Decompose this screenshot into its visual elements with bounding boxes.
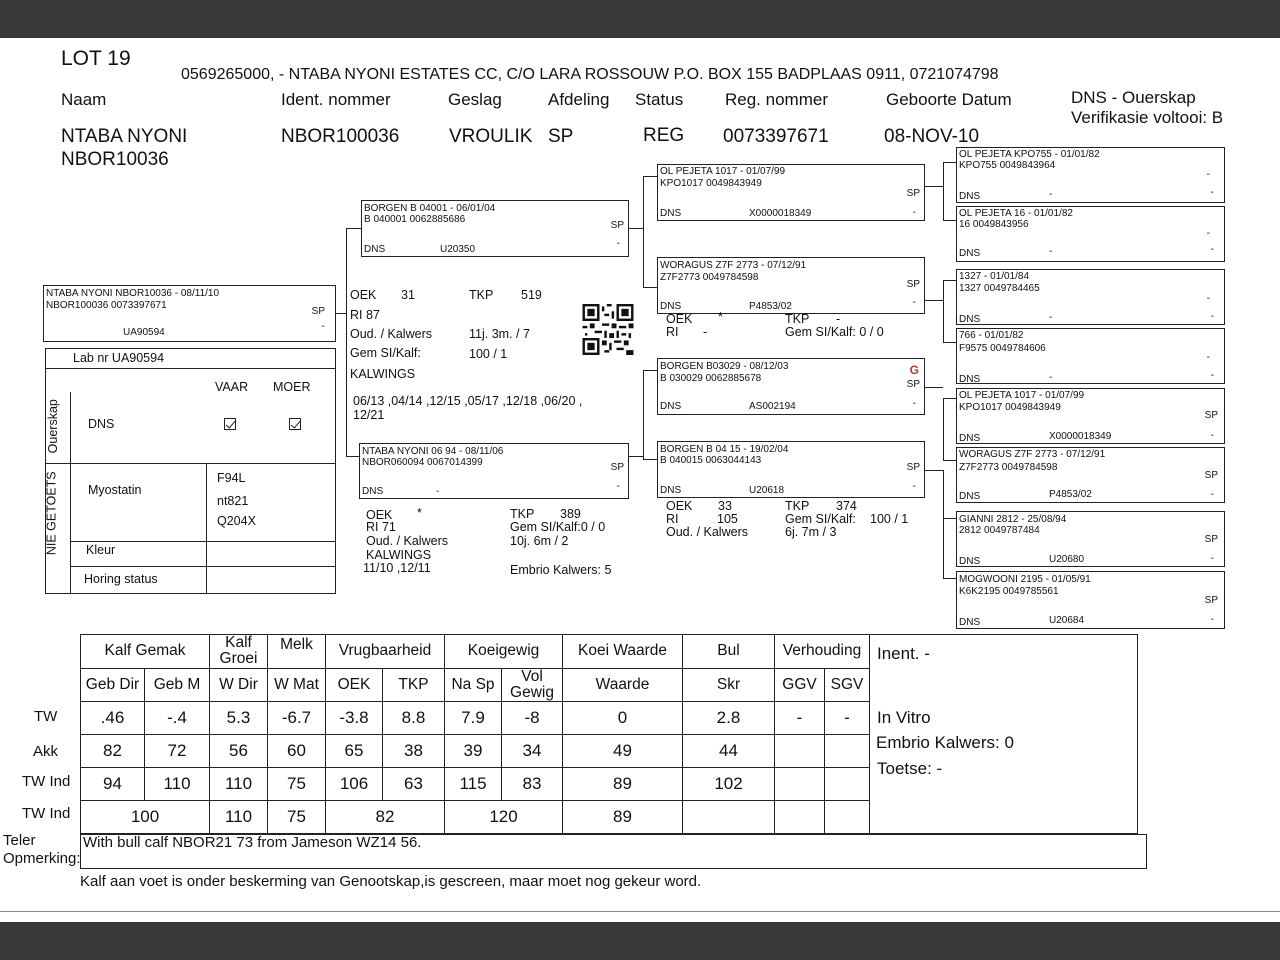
box-ids: K6K2195 0049785561 — [959, 586, 1059, 597]
box-dash: - — [1210, 553, 1214, 564]
table-cell — [825, 801, 870, 834]
sub-vol-1: Vol — [521, 667, 543, 685]
group-vrugbaarheid: Vrugbaarheid — [326, 635, 445, 669]
table-cell — [775, 768, 825, 801]
table-cell: 72 — [145, 735, 210, 768]
damdam-oek-label: OEK — [366, 508, 393, 522]
box-title: OL PEJETA 1017 - 01/07/99 — [660, 166, 786, 177]
box-title: BORGEN B03029 - 08/12/03 — [660, 361, 789, 372]
gp2-gem-value: 100 / 1 — [870, 512, 909, 526]
animal-box-ids: NBOR100036 0073397671 — [46, 300, 167, 311]
table-cell: 34 — [502, 735, 563, 768]
gp1-oek-value: * — [718, 310, 723, 324]
row-label-tw-ind-2: TW Ind — [22, 805, 71, 822]
group-koeigewig: Koeigewig — [445, 635, 563, 669]
box-code: U20680 — [1049, 554, 1085, 565]
group-header-row — [81, 635, 1138, 669]
box-ids: B 030029 0062885678 — [660, 373, 762, 384]
dam-tkp-label: TKP — [469, 288, 494, 302]
teler-label: Teler — [3, 832, 36, 849]
table-cell: -8 — [502, 702, 563, 735]
table-cell: 60 — [268, 735, 326, 768]
box-dns: DNS — [660, 208, 682, 219]
connector — [643, 370, 644, 459]
value-naam: NTABA NYONI — [61, 126, 188, 147]
box-dns: DNS — [959, 617, 981, 628]
opmerking-label: Opmerking: — [3, 850, 81, 867]
lab-f94l: F94L — [217, 471, 246, 485]
connector — [943, 280, 944, 342]
ggp-box — [956, 511, 1225, 567]
ggp-box — [956, 206, 1225, 262]
group-verhouding: Verhouding — [775, 635, 870, 669]
group-melk: Melk — [268, 635, 326, 669]
table-cell: - — [775, 702, 825, 735]
table-cell: 115 — [445, 768, 502, 801]
dam-box-ids: NBOR060094 0067014399 — [362, 457, 483, 468]
dam-calving-dates: 06/13 ,04/14 ,12/15 ,05/17 ,12/18 ,06/20 , — [353, 394, 583, 408]
table-cell: 2.8 — [683, 702, 775, 735]
table-cell: 63 — [383, 768, 445, 801]
connector — [943, 220, 956, 221]
label-geboorte: Geboorte Datum — [886, 90, 1012, 109]
table-cell: 56 — [210, 735, 268, 768]
sub-waarde: Waarde — [563, 668, 683, 702]
lab-nr: Lab nr UA90594 — [73, 351, 165, 365]
dam-box — [359, 443, 629, 499]
connector — [925, 300, 943, 301]
gp2-oud-value: 6j. 7m / 3 — [785, 525, 837, 539]
gp1-oek-label: OEK — [666, 312, 693, 326]
box-dash: - — [912, 297, 916, 308]
table-cell: 89 — [563, 768, 683, 801]
sub-w-mat: W Mat — [268, 668, 326, 702]
box-title: WORAGUS Z7F 2773 - 07/12/91 — [959, 449, 1106, 460]
dam-box-sp: SP — [610, 462, 624, 473]
table-cell: 100 — [81, 801, 210, 834]
table-cell — [825, 768, 870, 801]
box-sp: SP — [906, 379, 920, 390]
lab-divider — [206, 463, 207, 594]
label-afdeling: Afdeling — [548, 90, 610, 109]
box-title: 1327 - 01/01/84 — [959, 271, 1030, 282]
box-code: U20684 — [1049, 615, 1085, 626]
box-title: MOGWOONI 2195 - 01/05/91 — [959, 574, 1091, 585]
table-cell: 82 — [81, 735, 145, 768]
sub-tkp: TKP — [383, 668, 445, 702]
label-verifikasie: Verifikasie voltooi: B — [1071, 108, 1224, 127]
sire-box-code: U20350 — [440, 244, 476, 255]
table-cell: 110 — [210, 801, 268, 834]
gp2-tkp-label: TKP — [785, 499, 810, 513]
connector — [643, 370, 657, 371]
table-cell: 83 — [502, 768, 563, 801]
box-dns: DNS — [660, 485, 682, 496]
connector — [643, 287, 657, 288]
dam-tkp-value: 519 — [521, 288, 542, 302]
box-ids: F9575 0049784606 — [959, 343, 1046, 354]
box-ids: KPO1017 0049843949 — [660, 178, 762, 189]
footer-note: Kalf aan voet is onder beskerming van Genootskap,is gescreen, maar moet nog gekeur word. — [80, 873, 702, 890]
connector — [943, 162, 956, 163]
gp2-gem-label: Gem SI/Kalf: — [785, 512, 856, 526]
lab-divider — [45, 368, 336, 369]
box-code: - — [1049, 312, 1053, 323]
connector — [943, 518, 956, 519]
lab-divider — [45, 463, 336, 464]
box-dash: - — [1210, 187, 1214, 198]
dam-oek-value: 31 — [401, 288, 415, 302]
table-cell: 89 — [563, 801, 683, 834]
value-status: REG — [643, 125, 685, 146]
box-title: BORGEN B 04 15 - 19/02/04 — [660, 444, 789, 455]
connector — [943, 280, 956, 281]
performance-table — [80, 634, 1138, 834]
sire-box-dash: - — [616, 238, 620, 249]
box-dash: - — [912, 481, 916, 492]
box-dns: DNS — [959, 491, 981, 502]
connector — [643, 176, 644, 287]
sub-geb-m: Geb M — [145, 668, 210, 702]
damdam-oud-label: Oud. / Kalwers — [366, 534, 448, 548]
box-code: - — [1049, 246, 1053, 257]
side-toetse: Toetse: - — [877, 759, 943, 778]
connector — [943, 398, 956, 399]
gp1-ri-value: - — [703, 325, 708, 339]
box-dash: - — [912, 398, 916, 409]
box-title: OL PEJETA 16 - 01/01/82 — [959, 208, 1073, 219]
box-title: WORAGUS Z7F 2773 - 07/12/91 — [660, 260, 807, 271]
box-sp: SP — [906, 188, 920, 199]
box-ids: KPO755 0049843964 — [959, 160, 1056, 171]
owner-line: 0569265000, - NTABA NYONI ESTATES CC, C/O LARA ROSSOUW P.O. BOX 155 BADPLAAS 0911, 0721074798 — [181, 66, 999, 83]
value-reg: 0073397671 — [723, 126, 829, 147]
table-cell: 82 — [326, 801, 445, 834]
sire-box-title: BORGEN B 04001 - 06/01/04 — [364, 203, 496, 214]
connector — [925, 470, 943, 471]
table-cell: - — [825, 702, 870, 735]
sub-oek: OEK — [326, 668, 383, 702]
animal-box — [43, 285, 336, 342]
table-cell: 75 — [268, 768, 326, 801]
dam-oek-label: OEK — [350, 288, 377, 302]
box-title: OL PEJETA 1017 - 01/07/99 — [959, 390, 1085, 401]
connector — [943, 398, 944, 460]
gp1-tkp-value: - — [836, 312, 841, 326]
gp1-tkp-label: TKP — [785, 312, 810, 326]
damdam-calving-dates: 11/10 ,12/11 — [363, 561, 431, 575]
table-cell — [775, 735, 825, 768]
table-cell: 38 — [383, 735, 445, 768]
table-cell: 94 — [81, 768, 145, 801]
group-bul: Bul — [683, 635, 775, 669]
label-reg: Reg. nommer — [725, 90, 828, 109]
box-dns: DNS — [959, 374, 981, 385]
connector — [943, 460, 956, 461]
table-cell: 39 — [445, 735, 502, 768]
dam-box-title: NTABA NYONI 06 94 - 08/11/06 — [362, 446, 504, 457]
side-in-vitro: In Vitro — [877, 708, 931, 727]
box-code: X0000018349 — [1049, 431, 1112, 442]
connector — [629, 456, 643, 457]
lab-divider — [70, 541, 336, 542]
dam-gem-value: 100 / 1 — [469, 347, 508, 361]
vaar-checkbox — [224, 418, 236, 430]
side-embrio: Embrio Kalwers: 0 — [876, 733, 1014, 752]
table-cell: 110 — [145, 768, 210, 801]
row-label-tw: TW — [34, 708, 58, 725]
box-title: 766 - 01/01/82 — [959, 330, 1024, 341]
bottom-bar — [0, 922, 1280, 960]
dam-calving-dates-2: 12/21 — [353, 408, 385, 422]
lab-divider — [70, 566, 336, 567]
connector — [925, 186, 943, 187]
connector — [336, 313, 346, 314]
group-kalf-groei — [210, 635, 268, 669]
table-cell: -6.7 — [268, 702, 326, 735]
connector — [629, 228, 643, 229]
box-sp: SP — [906, 462, 920, 473]
box-title: GIANNI 2812 - 25/08/94 — [959, 514, 1067, 525]
damdam-tkp-value: 389 — [560, 507, 581, 521]
dam-oud-value: 11j. 3m. / 7 — [469, 327, 530, 341]
box-mark: - — [1206, 228, 1210, 239]
table-cell: 7.9 — [445, 702, 502, 735]
box-dns: DNS — [959, 556, 981, 567]
connector — [925, 387, 943, 388]
group-kalf-gemak: Kalf Gemak — [81, 635, 210, 669]
box-dns: DNS — [959, 191, 981, 202]
animal-box-code: UA90594 — [123, 327, 165, 338]
gp2-tkp-value: 374 — [836, 499, 857, 513]
bottom-rule — [0, 911, 1280, 912]
sub-skr: Skr — [683, 668, 775, 702]
animal-box-sp: SP — [311, 306, 325, 317]
ggp-box — [956, 571, 1225, 629]
box-mark: SP — [1204, 410, 1218, 421]
sub-vol-2: Gewig — [510, 683, 554, 701]
ggp-box — [956, 328, 1225, 384]
sub-w-dir: W Dir — [210, 668, 268, 702]
box-code: - — [1049, 372, 1053, 383]
label-status: Status — [635, 90, 684, 109]
dam-kalwings: KALWINGS — [350, 367, 416, 381]
sub-na-sp: Na Sp — [445, 668, 502, 702]
table-cell — [825, 735, 870, 768]
connector — [643, 459, 657, 460]
box-dns: DNS — [959, 314, 981, 325]
table-cell: -3.8 — [326, 702, 383, 735]
table-cell: -.4 — [145, 702, 210, 735]
side-inent: Inent. - — [877, 644, 930, 663]
gp2-ri-label: RI — [666, 512, 679, 526]
value-geboorte: 08-NOV-10 — [884, 126, 980, 147]
box-code: X0000018349 — [749, 208, 812, 219]
lab-nt821: nt821 — [217, 494, 249, 508]
lot-number: LOT 19 — [61, 47, 131, 70]
grandsire-box — [657, 164, 925, 221]
table-cell: 8.8 — [383, 702, 445, 735]
value-geslag: VROULIK — [449, 126, 533, 147]
value-naam-2: NBOR10036 — [61, 149, 169, 170]
lab-horing: Horing status — [84, 572, 158, 586]
top-bar — [0, 0, 1280, 38]
ggp-box — [956, 447, 1225, 503]
gp2-oek-label: OEK — [666, 499, 693, 513]
box-code: AS002194 — [749, 401, 796, 412]
table-cell: 0 — [563, 702, 683, 735]
box-dash: - — [1210, 311, 1214, 322]
group-koei-waarde: Koei Waarde — [563, 635, 683, 669]
box-ids: Z7F2773 0049784598 — [959, 462, 1058, 473]
value-afdeling: SP — [548, 126, 574, 147]
box-code: P4853/02 — [1049, 489, 1092, 500]
damdam-tkp-label: TKP — [510, 507, 535, 521]
gp2-oud-label: Oud. / Kalwers — [666, 525, 748, 539]
sire-box-ids: B 040001 0062885686 — [364, 214, 466, 225]
lab-dns: DNS — [88, 417, 115, 431]
table-cell: 110 — [210, 768, 268, 801]
sub-vol-gewig — [502, 668, 563, 702]
label-naam: Naam — [61, 90, 107, 109]
box-mark: - — [1206, 169, 1210, 180]
box-dash: - — [1210, 370, 1214, 381]
box-dns: DNS — [660, 301, 682, 312]
lab-divider — [70, 392, 71, 594]
label-ident: Ident. nommer — [281, 90, 391, 109]
damdam-kalwings: KALWINGS — [366, 548, 432, 562]
qr-code — [582, 304, 634, 355]
box-mark: - — [1206, 352, 1210, 363]
group-kalf-groei-1: Kalf — [225, 634, 252, 651]
table-cell: 106 — [326, 768, 383, 801]
lab-vaar: VAAR — [215, 380, 249, 394]
box-code: - — [1049, 189, 1053, 200]
ggp-box — [956, 269, 1225, 325]
label-geslag: Geslag — [448, 90, 502, 109]
box-ids: B 040015 0063044143 — [660, 455, 762, 466]
damdam-oek-value: * — [417, 506, 422, 520]
table-cell: 44 — [683, 735, 775, 768]
box-dns: DNS — [959, 433, 981, 444]
table-cell: 65 — [326, 735, 383, 768]
moer-checkbox — [289, 418, 301, 430]
box-ids: 16 0049843956 — [959, 219, 1029, 230]
connector — [346, 228, 347, 456]
lab-ouerskap: Ouerskap — [45, 399, 60, 454]
dam-box-code: - — [436, 486, 440, 497]
sire-box — [361, 200, 629, 257]
damdam-oud-value: 10j. 6m / 2 — [510, 534, 569, 548]
row-label-akk: Akk — [33, 743, 59, 760]
box-ids: Z7F2773 0049784598 — [660, 272, 759, 283]
connector — [943, 470, 944, 578]
connector — [943, 162, 944, 220]
damdam-embrio: Embrio Kalwers: 5 — [510, 563, 612, 577]
dam-oud-label: Oud. / Kalwers — [350, 327, 432, 341]
remarks-text: With bull calf NBOR21 73 from Jameson WZ14 56. — [83, 834, 422, 851]
damdam-ri: RI 71 — [366, 520, 396, 534]
lab-myostatin: Myostatin — [88, 483, 142, 497]
connector — [643, 176, 657, 177]
box-title: OL PEJETA KPO755 - 01/01/82 — [959, 149, 1100, 160]
box-dash: - — [1210, 614, 1214, 625]
connector — [346, 228, 361, 229]
sire-box-sp: SP — [610, 220, 624, 231]
box-code: U20618 — [749, 485, 785, 496]
ggp-box — [956, 388, 1225, 444]
sub-geb-dir: Geb Dir — [81, 668, 145, 702]
table-cell — [775, 801, 825, 834]
box-sp: SP — [906, 279, 920, 290]
box-ids: KPO1017 0049843949 — [959, 402, 1061, 413]
table-cell: 102 — [683, 768, 775, 801]
dam-box-dash: - — [616, 481, 620, 492]
box-mark: - — [1206, 293, 1210, 304]
box-mark: SP — [1204, 534, 1218, 545]
box-ids: 2812 0049787484 — [959, 525, 1040, 536]
box-dash: - — [912, 207, 916, 218]
gp2-ri-value: 105 — [717, 512, 738, 526]
dam-gem-label: Gem SI/Kalf: — [350, 346, 421, 360]
sub-ggv: GGV — [775, 668, 825, 702]
connector — [943, 342, 956, 343]
ggp-box — [956, 147, 1225, 203]
animal-box-dash: - — [321, 321, 325, 332]
box-dns: DNS — [660, 401, 682, 412]
table-cell: .46 — [81, 702, 145, 735]
sub-sgv: SGV — [825, 668, 870, 702]
table-cell: 49 — [563, 735, 683, 768]
dam-box-dns: DNS — [362, 486, 384, 497]
box-dash: - — [1210, 244, 1214, 255]
box-code: P4853/02 — [749, 301, 792, 312]
sire-box-dns: DNS — [364, 244, 386, 255]
table-cell: 120 — [445, 801, 563, 834]
dam-ri: RI 87 — [350, 308, 380, 322]
lab-q204x: Q204X — [217, 514, 256, 528]
box-ids: 1327 0049784465 — [959, 283, 1040, 294]
animal-box-title: NTABA NYONI NBOR10036 - 08/11/10 — [46, 288, 220, 299]
row-label-tw-ind: TW Ind — [22, 773, 71, 790]
table-cell — [683, 801, 775, 834]
table-cell: 75 — [268, 801, 326, 834]
table-cell: 5.3 — [210, 702, 268, 735]
lab-nie-getoets: NIE GETOETS — [44, 471, 59, 556]
gp1-gem: Gem SI/Kalf: 0 / 0 — [785, 325, 884, 339]
damdam-gem: Gem SI/Kalf:0 / 0 — [510, 520, 606, 534]
gp1-ri-label: RI — [666, 325, 679, 339]
grandsire-box — [657, 257, 925, 314]
lab-kleur: Kleur — [86, 543, 116, 557]
granddam-sire-box — [657, 358, 925, 415]
granddam-box — [657, 441, 925, 498]
box-mark: SP — [1204, 470, 1218, 481]
box-dns: DNS — [959, 248, 981, 259]
lab-moer: MOER — [273, 380, 311, 394]
box-dash: - — [1210, 489, 1214, 500]
logo-icon: G — [909, 363, 919, 377]
box-mark: SP — [1204, 595, 1218, 606]
value-ident: NBOR100036 — [281, 126, 400, 147]
connector — [943, 578, 956, 579]
group-kalf-groei-2: Groei — [219, 650, 258, 668]
gp2-oek-value: 33 — [718, 499, 732, 513]
label-dns: DNS - Ouerskap — [1071, 88, 1196, 107]
side-notes — [870, 635, 1138, 834]
box-dash: - — [1210, 430, 1214, 441]
